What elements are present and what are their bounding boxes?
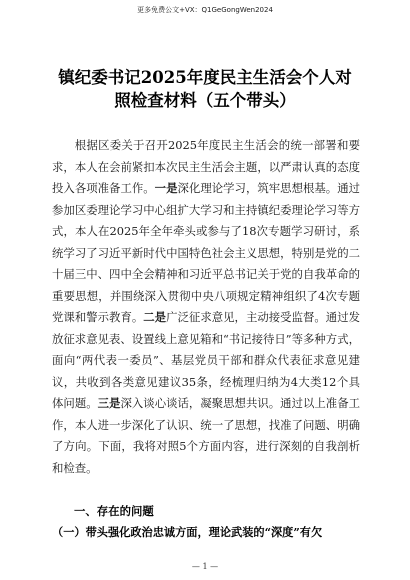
point-1-label: 一是 [154, 181, 178, 195]
document-title [40, 66, 370, 112]
point-1-text: 深化理论学习，筑牢思想根基。通过参加区委理论学习中心组扩大学习和主持镇纪委理论学习等方式，本人在2025年全年牵头或参与了18次专题学习研讨，系统学习了习近平新时代中国特色社会主义思想，特别是党的二十届三中、四中全会精神和习近平总书记关于党的自我革命的重要思想，并围绕深入贯彻中央八项规定精神组织了4次专题党课和警示教育。 [52, 181, 360, 324]
title-line-2: 照检查材料（五个带头） [114, 91, 296, 110]
title-line-1: 镇纪委书记2025年度民主生活会个人对 [58, 68, 352, 87]
intro-text: 根据区委关于召开2025年度民主生活会的统一部署和要求，本人在会前紧扣本次民主生活会主题，以严肃认真的态度投入各项准备工作。 [52, 138, 360, 195]
point-2-text: 广泛征求意见，主动接受监督。通过发放征求意见表、设置线上意见箱和“书记接待日”等多种方式，面向“两代表一委员”、基层党员干部和群众代表征求意见建议，共收到各类意见建议35条，经梳理归纳为4大类12个具体问题。 [52, 310, 360, 410]
subsection-heading: （一）带头强化政治忠诚方面，理论武装的“深度”有欠 [52, 525, 323, 539]
page-number: — 1 — [191, 562, 219, 571]
point-2-label: 二是 [143, 310, 167, 324]
section-heading: 一、存在的问题 [74, 504, 154, 518]
body-paragraph [52, 135, 360, 479]
point-3-label: 三是 [97, 396, 121, 410]
top-banner: 更多免费公文+VX：Q1GeGongWen2024 [137, 6, 273, 14]
point-3-text: 深入谈心谈话，凝聚思想共识。通过以上准备工作，本人进一步深化了认识、统一了思想，找准了问题、明确了方向。下面，我将对照5个方面内容，进行深刻的自我剖析和检查。 [52, 396, 360, 475]
paragraph-1 [52, 135, 360, 479]
